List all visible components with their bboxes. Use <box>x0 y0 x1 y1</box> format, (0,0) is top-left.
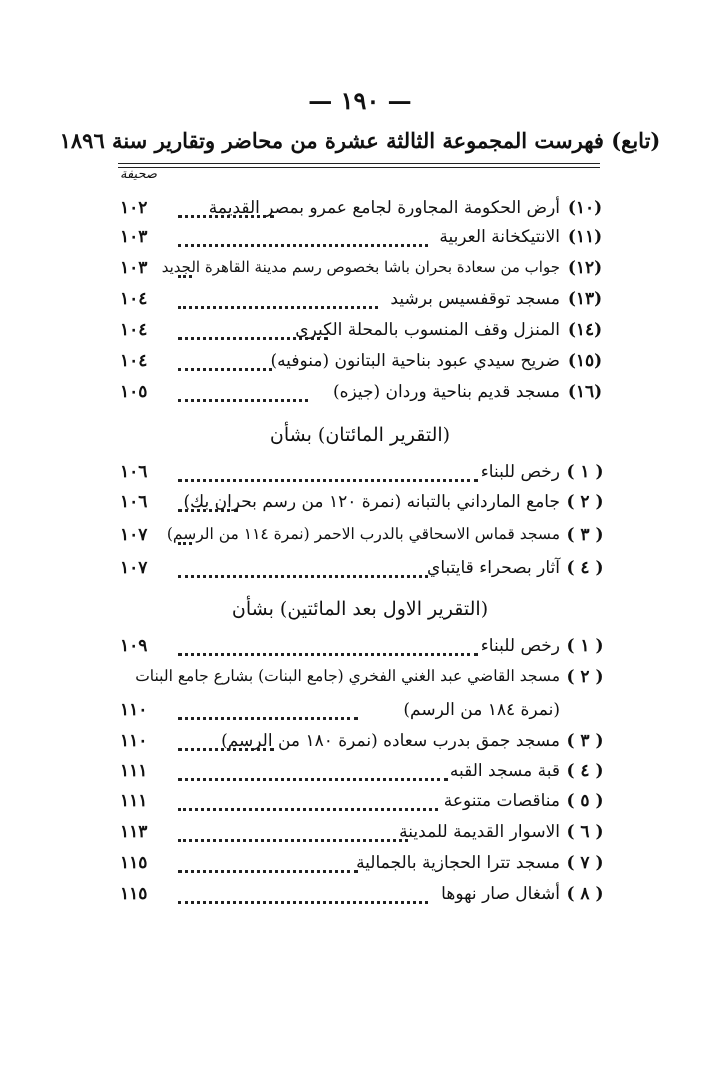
toc-entry <box>120 667 606 693</box>
toc-entry <box>120 258 606 284</box>
entry-page: ١١٣ <box>120 822 148 842</box>
toc-entry <box>120 822 606 848</box>
entry-title: مسجد توقفسيس برشيد <box>390 289 560 309</box>
entry-page: ١٠٤ <box>120 289 148 309</box>
leader-dots <box>178 748 274 751</box>
entry-number: ( ٥ ) <box>566 791 604 811</box>
entry-title: الاسوار القديمة للمدينة <box>399 822 560 842</box>
entry-page: ١١٠ <box>120 700 148 720</box>
entry-page: ١٠٧ <box>120 558 148 578</box>
entry-title: قبة مسجد القبه <box>449 761 560 781</box>
leader-dots <box>178 399 308 402</box>
entry-number: (١٦) <box>567 382 603 402</box>
entry-title: المنزل وقف المنسوب بالمحلة الكبرى <box>295 320 560 340</box>
toc-entry <box>120 558 606 584</box>
entry-page: ١٠٩ <box>120 636 148 656</box>
entry-number: ( ٤ ) <box>566 761 604 781</box>
entry-title: أرض الحكومة المجاورة لجامع عمرو بمصر القديمة <box>208 198 560 218</box>
leader-dots <box>178 368 272 371</box>
leader-dots <box>178 306 378 309</box>
entry-page: ١٠٤ <box>120 320 148 340</box>
entry-title-continuation: (نمرة ١٨٤ من الرسم) <box>403 700 560 720</box>
title-rule-top <box>118 163 600 164</box>
toc-entry <box>120 227 606 253</box>
entry-number: (١٢) <box>567 258 603 278</box>
title-rule-bottom <box>118 167 600 168</box>
entry-number: ( ٧ ) <box>566 853 604 873</box>
entry-number: ( ٣ ) <box>566 525 604 545</box>
entry-page: ١١١ <box>120 791 148 811</box>
leader-dots <box>178 337 328 340</box>
leader-dots <box>178 509 238 512</box>
entry-number: (١١) <box>567 227 603 247</box>
entry-page: ١٠٢ <box>120 198 148 218</box>
toc-entry <box>120 525 606 551</box>
entry-page: ١١١ <box>120 761 148 781</box>
entry-number: ( ٤ ) <box>566 558 604 578</box>
entry-number: ( ٢ ) <box>566 492 604 512</box>
entry-page: ١٠٦ <box>120 462 148 482</box>
entry-page: ١٠٤ <box>120 351 148 371</box>
entry-title: رخص للبناء <box>480 636 560 656</box>
leader-dots <box>178 275 192 278</box>
toc-entry-continuation <box>120 700 606 726</box>
entry-number: ( ٣ ) <box>566 731 604 751</box>
leader-dots <box>178 717 358 720</box>
leader-dots <box>178 542 192 545</box>
entry-title: مسجد جمق بدرب سعاده (نمرة ١٨٠ من الرسم) <box>221 731 560 751</box>
page-number: — ١٩٠ — <box>308 86 412 115</box>
entry-page: ١٠٣ <box>120 258 148 278</box>
leader-dots <box>178 479 478 482</box>
entry-number: (١٠) <box>567 198 603 218</box>
page-column-label: صحيفة <box>120 167 157 182</box>
toc-entry <box>120 731 606 757</box>
leader-dots <box>178 808 438 811</box>
entry-number: ( ١ ) <box>566 462 604 482</box>
entry-number: ( ١ ) <box>566 636 604 656</box>
entry-title: آثار بصحراء قايتباي <box>427 558 560 578</box>
entry-page: ١٠٣ <box>120 227 148 247</box>
index-title: (تابع) فهرست المجموعة الثالثة عشرة من محاضر وتقارير سنة ١٨٩٦ <box>59 128 661 153</box>
toc-entry <box>120 492 606 518</box>
entry-title: مسجد القاضي عبد الغني الفخري (جامع البنات) بشارع جامع البنات <box>135 667 560 685</box>
entry-title: مناقصات متنوعة <box>443 791 560 811</box>
leader-dots <box>178 778 448 781</box>
leader-dots <box>178 575 428 578</box>
entry-title: جواب من سعادة بحران باشا بخصوص رسم مدينة القاهرة الجديد <box>161 258 560 276</box>
toc-entry <box>120 351 606 377</box>
leader-dots <box>178 653 478 656</box>
entry-page: ١١٥ <box>120 884 148 904</box>
entry-page: ١١٥ <box>120 853 148 873</box>
entry-title: مسجد قماس الاسحاقي بالدرب الاحمر (نمرة ١١٤ من الرسم) <box>166 525 560 543</box>
entry-page: ١٠٧ <box>120 525 148 545</box>
section-heading: (التقرير الاول بعد المائتين) بشأن <box>231 598 489 620</box>
toc-entry <box>120 289 606 315</box>
leader-dots <box>178 244 428 247</box>
leader-dots <box>178 839 408 842</box>
entry-title: الانتيكخانة العربية <box>439 227 560 247</box>
toc-entry <box>120 636 606 662</box>
entry-page: ١١٠ <box>120 731 148 751</box>
entry-title: رخص للبناء <box>480 462 560 482</box>
entry-title: جامع المارداني بالتبانه (نمرة ١٢٠ من رسم بحران بك) <box>183 492 560 512</box>
leader-dots <box>178 901 428 904</box>
entry-page: ١٠٦ <box>120 492 148 512</box>
entry-number: ( ٢ ) <box>566 667 604 687</box>
entry-title: مسجد تترا الحجازية بالجمالية <box>356 853 560 873</box>
leader-dots <box>178 215 274 218</box>
entry-number: ( ٨ ) <box>566 884 604 904</box>
toc-entry <box>120 791 606 817</box>
entry-number: (١٥) <box>567 351 603 371</box>
entry-title: ضريح سيدي عبود بناحية البتانون (منوفيه) <box>270 351 560 371</box>
section-heading: (التقرير المائتان) بشأن <box>269 424 451 446</box>
toc-entry <box>120 320 606 346</box>
toc-entry <box>120 198 606 224</box>
toc-entry <box>120 884 606 910</box>
entry-number: (١٣) <box>567 289 603 309</box>
toc-entry <box>120 382 606 408</box>
leader-dots <box>178 870 358 873</box>
entry-number: (١٤) <box>567 320 603 340</box>
toc-entry <box>120 761 606 787</box>
entry-number: ( ٦ ) <box>566 822 604 842</box>
entry-title: أشغال صار نهوها <box>441 884 560 904</box>
toc-entry <box>120 462 606 488</box>
toc-entry <box>120 853 606 879</box>
entry-title: مسجد قديم بناحية وردان (جيزه) <box>332 382 560 402</box>
entry-page: ١٠٥ <box>120 382 148 402</box>
